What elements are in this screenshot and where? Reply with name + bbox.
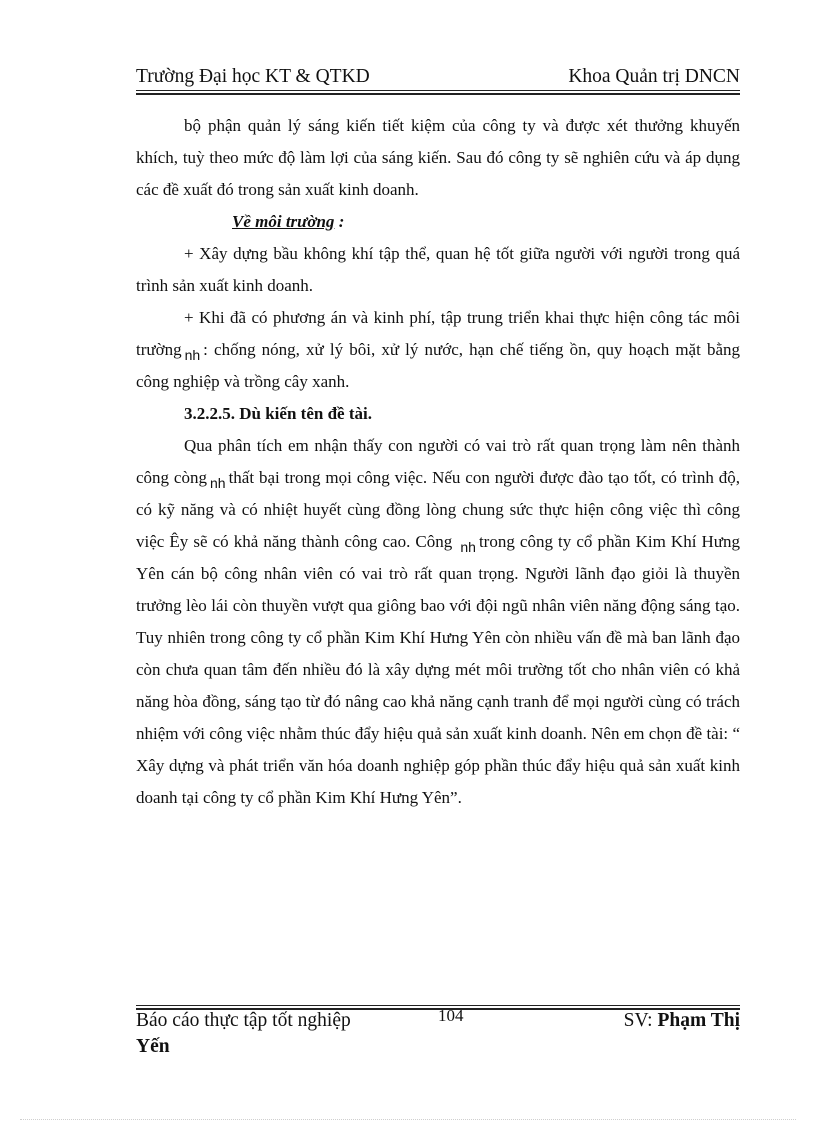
footer-student bbox=[624, 1010, 740, 1032]
student-name-continued: Yến bbox=[136, 1036, 170, 1057]
student-name: Phạm Thị bbox=[657, 1010, 740, 1031]
page-footer bbox=[136, 1006, 740, 1060]
env-plan-text-b: : chống nóng, xử lý bôi, xử lý nước, hạn chế tiếng ồn, quy hoạch mặt bằng công nghiệp và trồng cây xanh. bbox=[136, 340, 740, 391]
topic-text-b: thất bại trong mọi công việc. Nếu con người được đào tạo tốt, có trình độ, có kỹ năng và có nhiệt huyết cùng đồng lòng chung sức thực hiện công việc thì công việc Êy sẽ có khả năng thành công cao. Công bbox=[136, 468, 740, 551]
paragraph-innovation: bộ phận quản lý sáng kiến tiết kiệm của công ty và được xét thưởng khuyến khích, tuỳ theo mức độ làm lợi của sáng kiến. Sau đó công ty sẽ nghiên cứu và áp dụng các đề xuất đó trong sản xuất kinh doanh. bbox=[136, 116, 740, 199]
topic-text-a: Qua phân tích em nhận thấy con người có vai trò rất quan trọng làm nên thành công còng bbox=[136, 436, 740, 487]
header-faculty: Khoa Quản trị DNCN bbox=[568, 66, 740, 87]
page-number: 104 bbox=[438, 1006, 464, 1025]
header-university: Trường Đại học KT & QTKD bbox=[136, 66, 370, 87]
paragraph-atmosphere: + Xây dựng bầu không khí tập thể, quan hệ tốt giữa người với người trong quá trình sản xuất kinh doanh. bbox=[136, 244, 740, 295]
sub-heading-text: Về môi trường bbox=[232, 212, 335, 231]
sub-heading-environment bbox=[136, 206, 740, 238]
paragraph-environment-plan bbox=[136, 302, 740, 398]
section-heading: 3.2.2.5. Dù kiến tên đề tài. bbox=[184, 404, 372, 423]
topic-text-c: trong công ty cổ phần Kim Khí Hưng Yên cán bộ công nhân viên có vai trò rất quan trọng. Người lãnh đạo giỏi là thuyền trưởng lèo lái còn thuyền vượt qua giông bao với đội ngũ nhân viên năng động sáng tạo. Tuy nhiên trong công ty cổ phần Kim Khí Hưng Yên còn nhiều vấn đề mà ban lãnh đạo còn chưa quan tâm đến nhiều đó là xây dựng mét môi trường tốt cho nhân viên có khả năng hòa đồng, sáng tạo từ đó nâng cao khả năng cạnh tranh để mọi người cùng có trách nhiệm với công việc nhằm thúc đẩy hiệu quả sản xuất kinh doanh. Nên em chọn đề tài: “ Xây dựng và phát triển văn hóa doanh nghiệp góp phần thúc đẩy hiệu quả sản xuất kinh doanh tại công ty cổ phần Kim Khí Hưng Yên”. bbox=[136, 532, 740, 807]
page-body bbox=[136, 110, 740, 814]
paragraph-topic bbox=[136, 430, 740, 814]
sub-heading-colon: : bbox=[334, 212, 345, 231]
page-header bbox=[136, 64, 740, 90]
header-rule bbox=[136, 90, 740, 95]
nh-fragment: nh bbox=[460, 539, 476, 555]
nh-fragment: nh bbox=[209, 475, 226, 491]
env-plan-text-a: + Khi đã có phương án và kinh phí, tập trung triển khai thực hiện công tác môi trường bbox=[136, 308, 740, 359]
nh-fragment: nh bbox=[184, 347, 201, 363]
page-edge-dots bbox=[20, 1119, 796, 1120]
student-label: SV: bbox=[623, 1010, 658, 1031]
footer-report-title: Báo cáo thực tập tốt nghiệp bbox=[136, 1010, 351, 1031]
